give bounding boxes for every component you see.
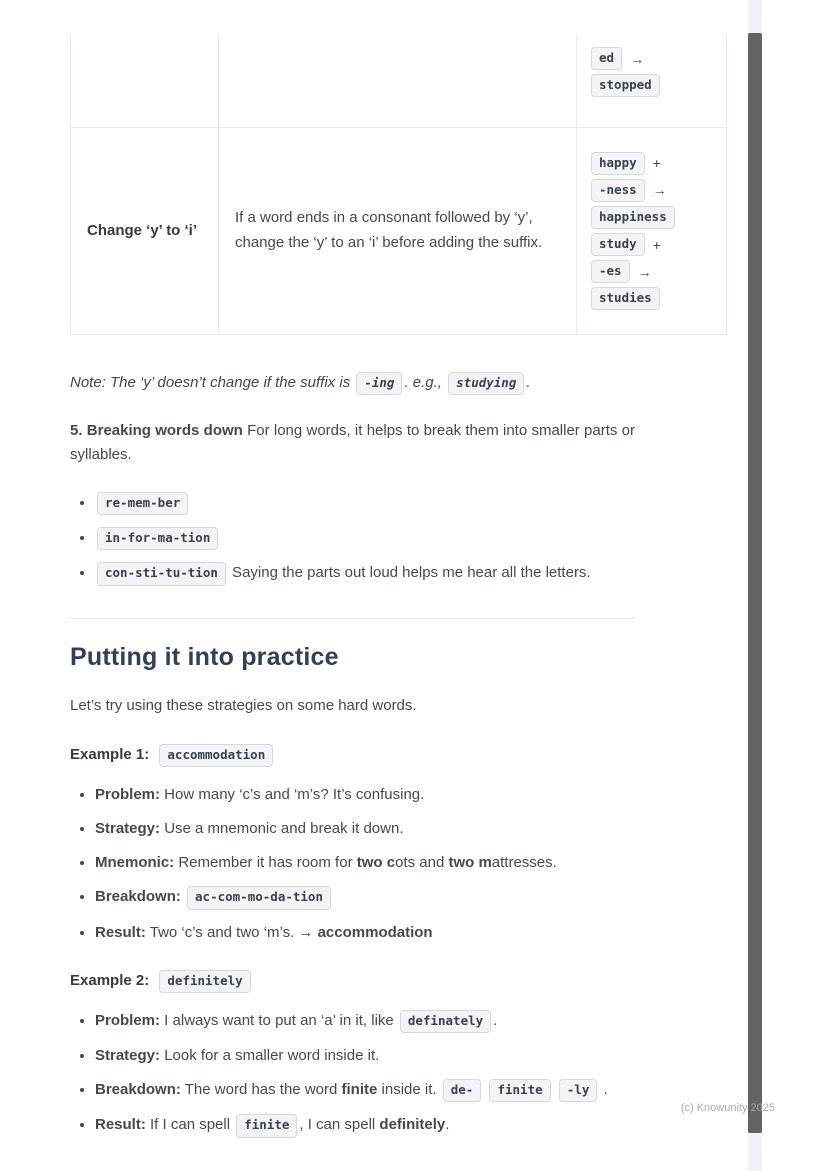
code-chip: studying xyxy=(448,372,524,395)
code-chip: -es xyxy=(591,260,630,283)
example-label-text: Example 2: xyxy=(70,971,150,989)
code-chip: finite xyxy=(489,1079,550,1102)
list-item xyxy=(95,491,635,515)
text-run: inside it. xyxy=(377,1081,441,1099)
chip-separator: → xyxy=(630,50,645,67)
text-run: . e.g., xyxy=(404,374,447,391)
chip-separator: + xyxy=(652,236,661,253)
text-run: For long words, it helps to break them into smaller parts or syllables. xyxy=(70,422,635,464)
example2-label xyxy=(70,970,635,993)
bold-text: 5. Breaking words down xyxy=(70,422,243,440)
example-chip-line xyxy=(589,74,714,97)
bold-text: Result: xyxy=(95,923,146,941)
list-item xyxy=(95,921,635,944)
text-run: . xyxy=(445,1116,450,1134)
bold-text: Problem: xyxy=(95,1011,161,1029)
table-row-change-y xyxy=(71,128,727,335)
code-chip: de- xyxy=(443,1079,482,1102)
text-run: Use a mnemonic and break it down. xyxy=(160,819,404,837)
list-item xyxy=(95,1009,635,1033)
text-run: Look for a smaller word inside it. xyxy=(160,1047,380,1064)
bold-text: Problem: xyxy=(95,785,161,803)
text-run: How many ‘c’s and ‘m’s? It’s confusing. xyxy=(160,785,425,803)
section-heading: Putting it into practice xyxy=(70,642,339,671)
text-run xyxy=(181,888,185,905)
code-chip: definitely xyxy=(159,970,250,993)
table-cell-description xyxy=(219,35,577,128)
bold-text: Strategy: xyxy=(95,1047,161,1064)
chip-separator: → xyxy=(652,182,667,199)
syllable-list xyxy=(70,491,635,585)
code-chip: con-sti-tu-tion xyxy=(97,562,226,585)
code-chip: ac-com-mo-da-tion xyxy=(187,886,331,909)
example1-label xyxy=(70,744,635,767)
chip-separator: → xyxy=(637,263,652,280)
table-row-partial xyxy=(71,35,727,128)
bold-text: Strategy: xyxy=(95,819,161,837)
example2-list xyxy=(70,1009,635,1138)
code-chip: stopped xyxy=(591,74,660,97)
table-cell-description: If a word ends in a consonant followed by ‘y’, change the ‘y’ to an ‘i’ before adding the suffix. xyxy=(219,128,577,335)
code-chip: -ly xyxy=(559,1079,598,1102)
text-run: . xyxy=(599,1081,608,1099)
bold-text: two c xyxy=(356,854,396,872)
text-run: The word has the word xyxy=(180,1081,342,1099)
code-chip: -ness xyxy=(591,179,645,202)
text-run: , I can spell xyxy=(299,1116,380,1134)
code-chip: ed xyxy=(591,47,622,70)
list-item xyxy=(95,526,635,550)
code-chip: study xyxy=(591,233,645,256)
note-text xyxy=(70,371,635,395)
text-run: If I can spell xyxy=(145,1116,235,1134)
code-chip: definately xyxy=(400,1010,491,1033)
code-chip: in-for-ma-tion xyxy=(97,527,218,550)
list-item xyxy=(95,851,635,874)
list-item xyxy=(95,817,635,840)
example-chip-line xyxy=(589,260,714,283)
bold-text: Result: xyxy=(95,1116,146,1134)
text-run: Note: The ‘y’ doesn’t change if the suffix is xyxy=(70,374,355,391)
table-cell-rule xyxy=(71,35,219,128)
scrollbar-thumb[interactable] xyxy=(748,33,762,1133)
list-item xyxy=(95,1078,635,1102)
example1-list xyxy=(70,783,635,944)
code-chip: finite xyxy=(236,1114,297,1137)
list-item xyxy=(95,1044,635,1067)
example-chip-line xyxy=(589,47,714,70)
code-chip: happiness xyxy=(591,206,675,229)
suffix-rules-table xyxy=(70,35,727,335)
code-chip: studies xyxy=(591,287,660,310)
example-chip-line xyxy=(589,179,714,202)
section-divider xyxy=(70,618,635,619)
practice-intro: Let’s try using these strategies on some hard words. xyxy=(70,696,417,714)
section5-paragraph xyxy=(70,419,635,467)
bold-text: definitely xyxy=(379,1116,446,1134)
text-run xyxy=(483,1081,487,1098)
code-chip: happy xyxy=(591,152,645,175)
bold-text: two m xyxy=(448,854,492,872)
text-run: . xyxy=(526,374,531,391)
text-run: . xyxy=(493,1011,498,1029)
text-run: Two ‘c’s and two ‘m’s. → xyxy=(145,923,318,941)
bold-text: accommodation xyxy=(317,923,433,941)
example-label-text: Example 1: xyxy=(70,745,150,763)
bold-text: Breakdown: xyxy=(95,888,181,906)
text-run xyxy=(553,1081,557,1098)
text-run: Saying the parts out loud helps me hear all the letters. xyxy=(227,564,591,582)
code-chip: accommodation xyxy=(159,744,273,767)
example-chip-line xyxy=(589,287,714,310)
text-run: attresses. xyxy=(491,854,557,872)
example-chip-line xyxy=(589,152,714,175)
list-item xyxy=(95,783,635,806)
table-cell-examples xyxy=(577,128,727,335)
table-cell-examples xyxy=(577,35,727,128)
text-run: I always want to put an ‘a’ in it, like xyxy=(160,1011,398,1029)
bold-text: finite xyxy=(341,1081,378,1099)
list-item xyxy=(95,885,635,909)
chip-separator: + xyxy=(652,155,661,172)
document-content xyxy=(70,35,667,1149)
table-cell-rule: Change ‘y’ to ‘i’ xyxy=(71,128,219,335)
example-chip-line xyxy=(589,233,714,256)
text-run: Remember it has room for xyxy=(174,854,357,872)
code-chip: re-mem-ber xyxy=(97,492,188,515)
code-chip: -ing xyxy=(356,372,402,395)
text-run: ots and xyxy=(395,854,449,872)
bold-text: Breakdown: xyxy=(95,1081,181,1099)
list-item xyxy=(95,561,635,585)
copyright-footer: (c) Knowunity 2025 xyxy=(680,1102,775,1114)
bold-text: Mnemonic: xyxy=(95,854,175,872)
list-item xyxy=(95,1113,635,1137)
example-chip-line xyxy=(589,206,714,229)
